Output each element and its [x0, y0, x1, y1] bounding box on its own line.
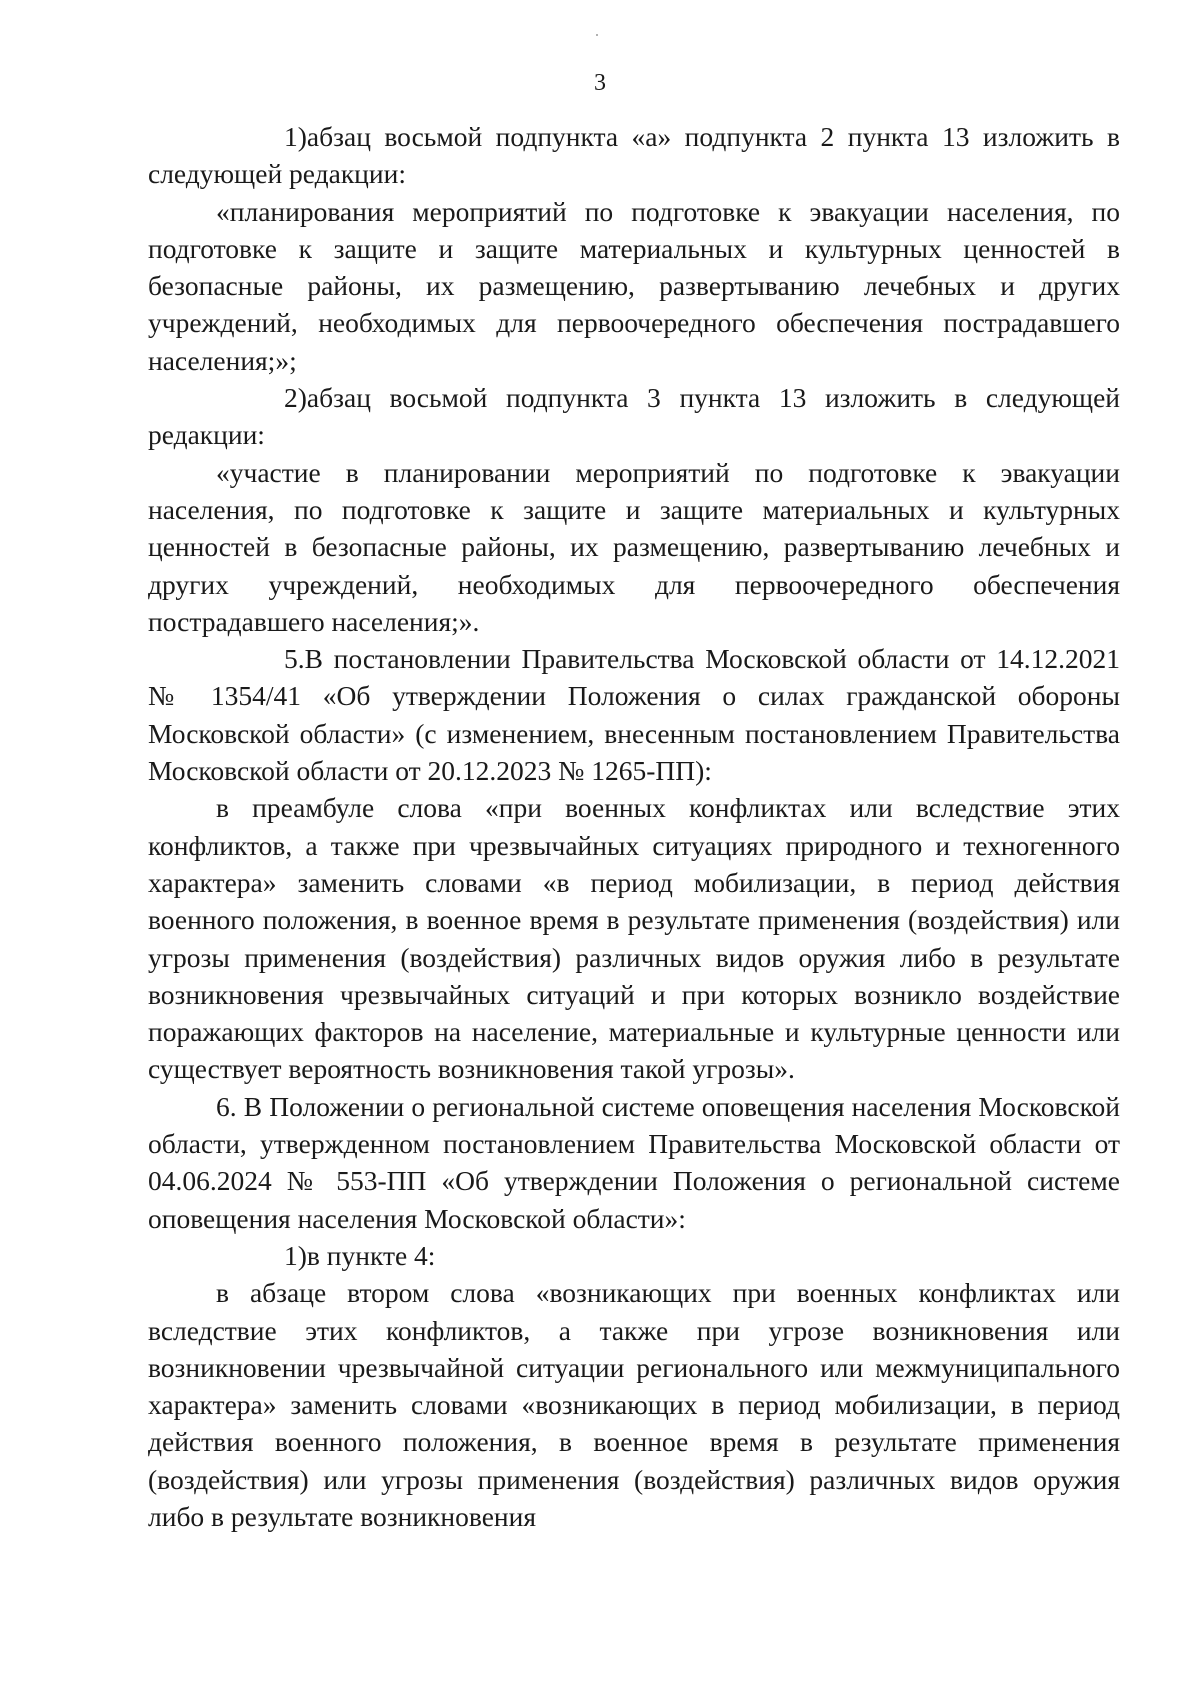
paragraph-text: абзац восьмой подпункта «а» подпункта 2 пункта 13 изложить в следующей редакции:	[148, 121, 1120, 190]
paragraph-paragraph-change	[148, 1274, 1120, 1535]
paragraph-item-1	[148, 118, 1120, 193]
section-number: 5.	[284, 643, 305, 675]
scan-speck	[596, 34, 598, 36]
paragraph-text: «планирования мероприятий по подготовке к эвакуации населения, по подготовке к защите и защите материальных и культурных ценностей в безопасные районы, их размещению, развертыванию лечебных и других учреждений, необходимых для первоочередного обеспечения пострадавшего населения;»;	[148, 195, 1120, 376]
paragraph-item-2	[148, 379, 1120, 454]
paragraph-text: в абзаце втором слова «возникающих при военных конфликтах или вследствие этих конфликтов, а также при угрозе возникновения или возникновении чрезвычайной ситуации регионального или межмуниципального характера» заменить словами «возникающих в период мобилизации, в период действия военного положения, в военное время в результате применения (воздействия) или угрозы применения (воздействия) различных видов оружия либо в результате возникновения	[148, 1277, 1120, 1532]
item-number: 2)	[284, 382, 307, 414]
paragraph-text: в преамбуле слова «при военных конфликтах или вследствие этих конфликтов, а также при чрезвычайных ситуациях природного и техногенного характера» заменить словами «в период мобилизации, в период действия военного положения, в военное время в результате применения (воздействия) или угрозы применения (воздействия) различных видов оружия либо в результате возникновения чрезвычайных ситуаций и при которых возникло воздействие поражающих факторов на население, материальные и культурные ценности или существует вероятность возникновения такой угрозы».	[148, 792, 1120, 1085]
paragraph-text: В постановлении Правительства Московской области от 14.12.2021 № 1354/41 «Об утверждении Положения о силах гражданской обороны Московской области» (с изменением, внесенным постановлением Правительства Московской области от 20.12.2023 № 1265-ПП):	[148, 643, 1120, 787]
paragraph-section-5	[148, 640, 1120, 789]
document-body	[148, 118, 1120, 1535]
paragraph-text: абзац восьмой подпункта 3 пункта 13 изложить в следующей редакции:	[148, 382, 1120, 451]
paragraph-section-6	[148, 1088, 1120, 1237]
paragraph-quote-2	[148, 454, 1120, 640]
paragraph-text: в пункте 4:	[306, 1239, 436, 1271]
paragraph-item-3	[148, 1237, 1120, 1274]
paragraph-preamble-change	[148, 789, 1120, 1087]
paragraph-text: «участие в планировании мероприятий по подготовке к эвакуации населения, по подготовке к защите и защите материальных и культурных ценностей в безопасные районы, их размещению, развертыванию лечебных и других учреждений, необходимых для первоочередного обеспечения пострадавшего населения;».	[148, 456, 1120, 637]
page-number: 3	[594, 70, 606, 96]
paragraph-text: В Положении о региональной системе оповещения населения Московской области, утвержденном постановлением Правительства Московской области от 04.06.2024 № 553-ПП «Об утверждении Положения о региональной системе оповещения населения Московской области»:	[148, 1090, 1120, 1234]
item-number: 1)	[284, 1239, 307, 1271]
section-number: 6.	[216, 1090, 237, 1122]
paragraph-quote-1	[148, 193, 1120, 379]
item-number: 1)	[284, 121, 307, 152]
